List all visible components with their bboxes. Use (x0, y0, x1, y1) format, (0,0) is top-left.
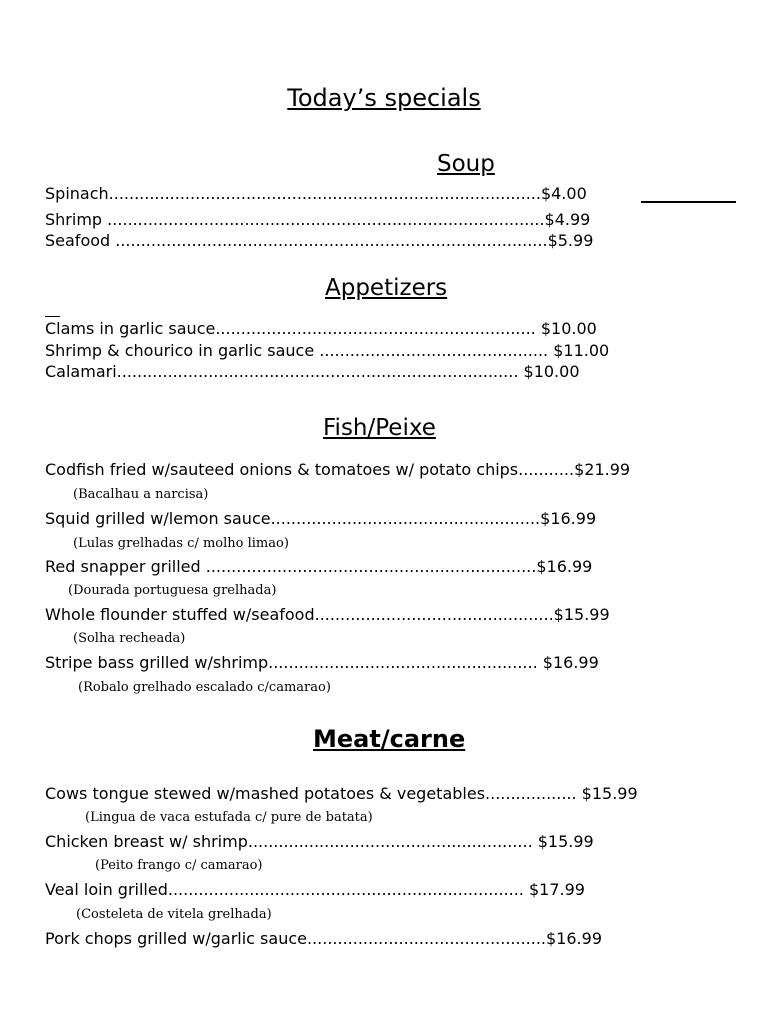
menu-item-translation: (Costeleta de vitela grelhada) (76, 907, 272, 922)
menu-item-spinach: Spinach.....................................................................................$4.00 (45, 184, 587, 203)
menu-item-clams: Clams in garlic sauce............................................................... $10.00 (45, 319, 597, 338)
page-title: Today’s specials (287, 84, 481, 112)
menu-item-shrimp-soup: Shrimp ......................................................................................$4.99 (45, 210, 591, 229)
menu-item-shrimp-chourico: Shrimp & chourico in garlic sauce ............................................. $11.00 (45, 341, 610, 360)
menu-item-squid: Squid grilled w/lemon sauce.....................................................$16.99 (45, 509, 597, 528)
section-heading-meat: Meat/carne (313, 725, 466, 753)
menu-item-flounder: Whole flounder stuffed w/seafood...............................................$15.99 (45, 605, 610, 624)
menu-item-seafood-soup: Seafood .....................................................................................$5.99 (45, 231, 594, 250)
menu-item-pork-chops: Pork chops grilled w/garlic sauce...............................................$16.99 (45, 929, 602, 948)
section-heading-soup: Soup (437, 151, 495, 177)
menu-item-translation: (Dourada portuguesa grelhada) (68, 583, 277, 598)
menu-item-veal-loin: Veal loin grilled...................................................................... $17.99 (45, 880, 585, 899)
section-heading-fish: Fish/Peixe (323, 415, 436, 441)
menu-item-translation: (Lingua de vaca estufada c/ pure de batata) (85, 810, 373, 825)
menu-item-stripe-bass: Stripe bass grilled w/shrimp..................................................... $16.99 (45, 653, 599, 672)
menu-item-chicken-breast: Chicken breast w/ shrimp........................................................ $15.99 (45, 832, 594, 851)
overline-mark (45, 316, 60, 317)
underline-mark (641, 201, 736, 203)
menu-item-translation: (Lulas grelhadas c/ molho limao) (73, 536, 289, 551)
menu-item-calamari: Calamari............................................................................... $10.00 (45, 362, 580, 381)
menu-item-cows-tongue: Cows tongue stewed w/mashed potatoes & vegetables.................. $15.99 (45, 784, 638, 803)
section-heading-appetizers: Appetizers (325, 275, 448, 301)
menu-item-translation: (Bacalhau a narcisa) (73, 487, 209, 502)
menu-item-translation: (Robalo grelhado escalado c/camarao) (78, 680, 331, 695)
menu-item-codfish: Codfish fried w/sauteed onions & tomatoes w/ potato chips...........$21.99 (45, 460, 631, 479)
menu-item-translation: (Solha recheada) (73, 631, 186, 646)
menu-item-translation: (Peito frango c/ camarao) (95, 858, 263, 873)
menu-item-red-snapper: Red snapper grilled .................................................................$16.99 (45, 557, 593, 576)
